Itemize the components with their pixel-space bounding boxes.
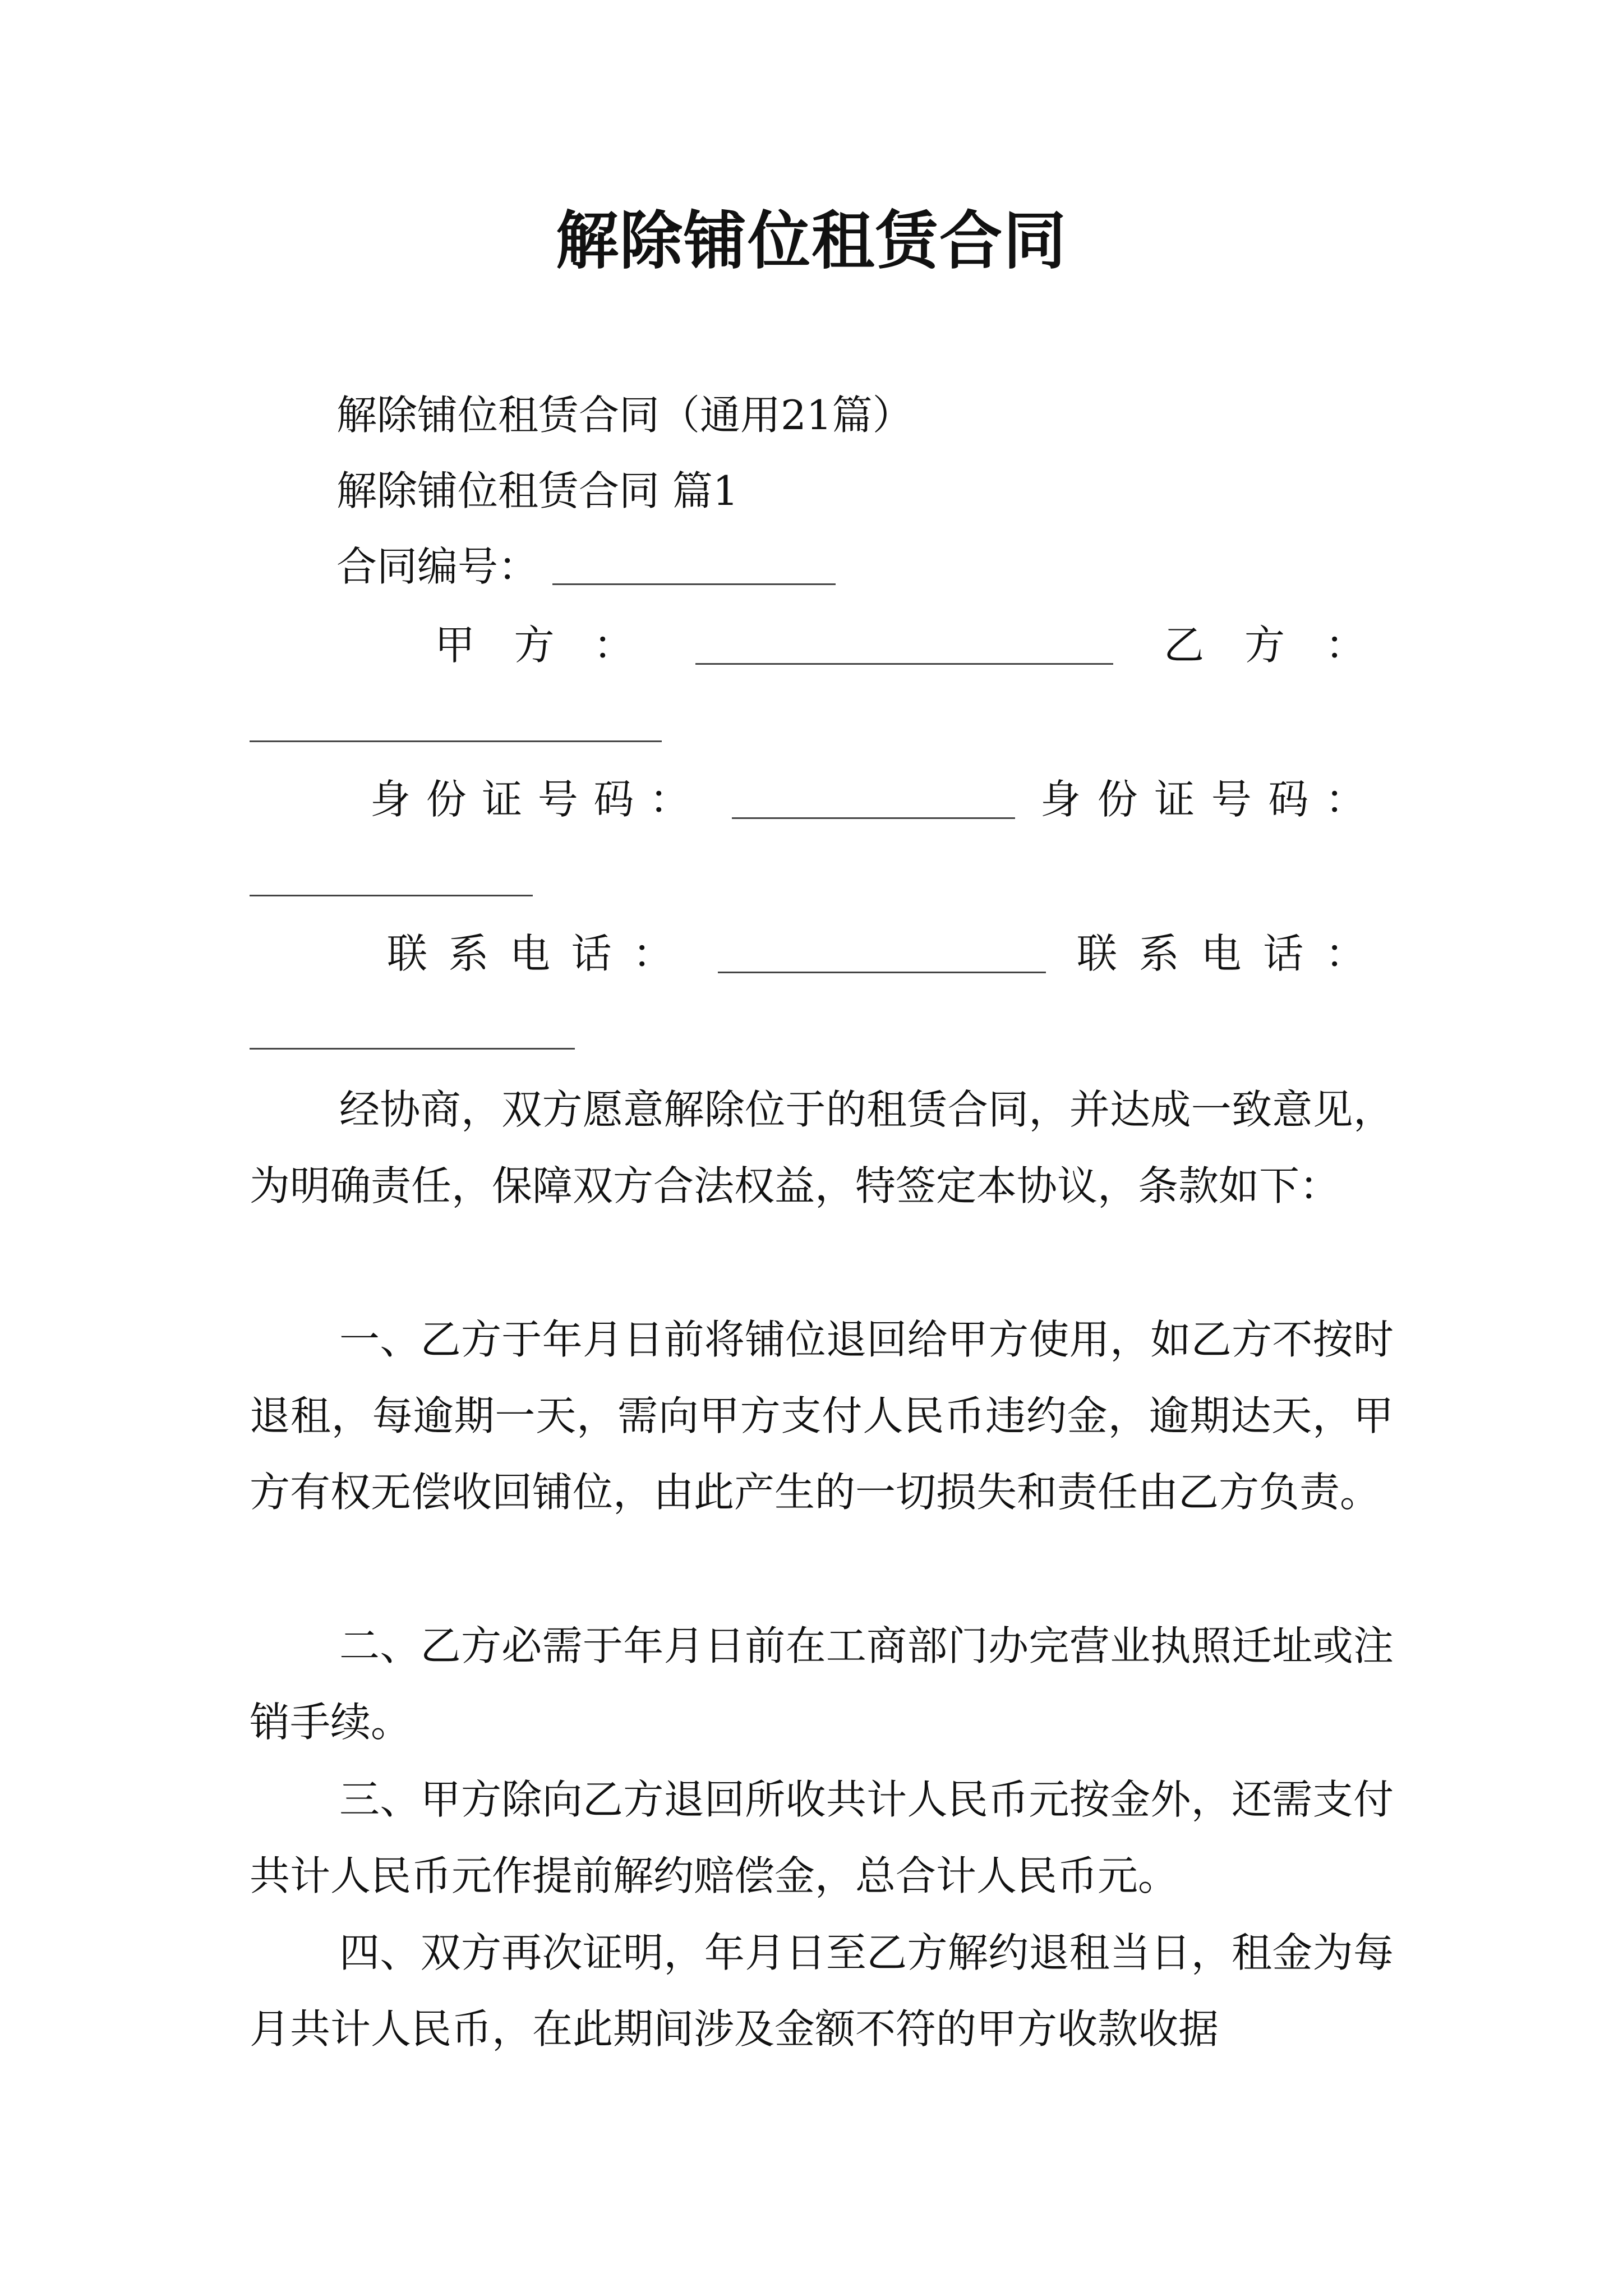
paragraph-clause-3: 三、甲方除向乙方退回所收共计人民币元按金外，还需支付共计人民币元作提前解约赔偿金，总合计人民币元。 [250, 1776, 1394, 1899]
party-a-blank [695, 663, 1113, 665]
party-a-id-blank [732, 817, 1015, 819]
paragraph-clause-4: 四、双方再次证明，年月日至乙方解约退租当日，租金为每月共计人民币，在此期间涉及金额不符的甲方收款收据 [250, 1929, 1394, 2053]
party-b-id-label: 身 份 证 号 码 ： [1040, 776, 1366, 823]
paragraph-intro: 经协商，双方愿意解除位于的租赁合同，并达成一致意见，为明确责任，保障双方合法权益，特签定本协议，条款如下： [250, 1086, 1394, 1209]
paragraph-clause-1: 一、乙方于年月日前将铺位退回给甲方使用，如乙方不按时退租，每逾期一天，需向甲方支付人民币违约金，逾期达天，甲方有权无偿收回铺位，由此产生的一切损失和责任由乙方负责。 [250, 1316, 1394, 1516]
paragraph-clause-2: 二、乙方必需于年月日前在工商部门办完营业执照迁址或注销手续。 [250, 1622, 1394, 1746]
party-b-phone-blank [250, 1048, 575, 1050]
party-a-id-label: 身 份 证 号 码 ： [370, 776, 690, 823]
section-heading: 解除铺位租赁合同 篇1 [336, 467, 739, 514]
party-b-blank [250, 740, 662, 742]
party-b-id-blank [250, 895, 533, 896]
party-b-phone-label: 联 系 电 话 ： [1077, 930, 1366, 977]
party-b-label: 乙 方 ： [1164, 622, 1366, 669]
contract-number-label: 合同编号： [336, 543, 539, 590]
party-a-phone-blank [718, 972, 1046, 973]
document-subtitle: 解除铺位租赁合同（通用21篇） [336, 392, 913, 439]
document-title: 解除铺位租赁合同 [556, 204, 1067, 278]
party-a-phone-label: 联 系 电 话 ： [387, 930, 673, 977]
party-a-label: 甲 方 ： [435, 622, 634, 669]
contract-number-blank [552, 583, 836, 585]
